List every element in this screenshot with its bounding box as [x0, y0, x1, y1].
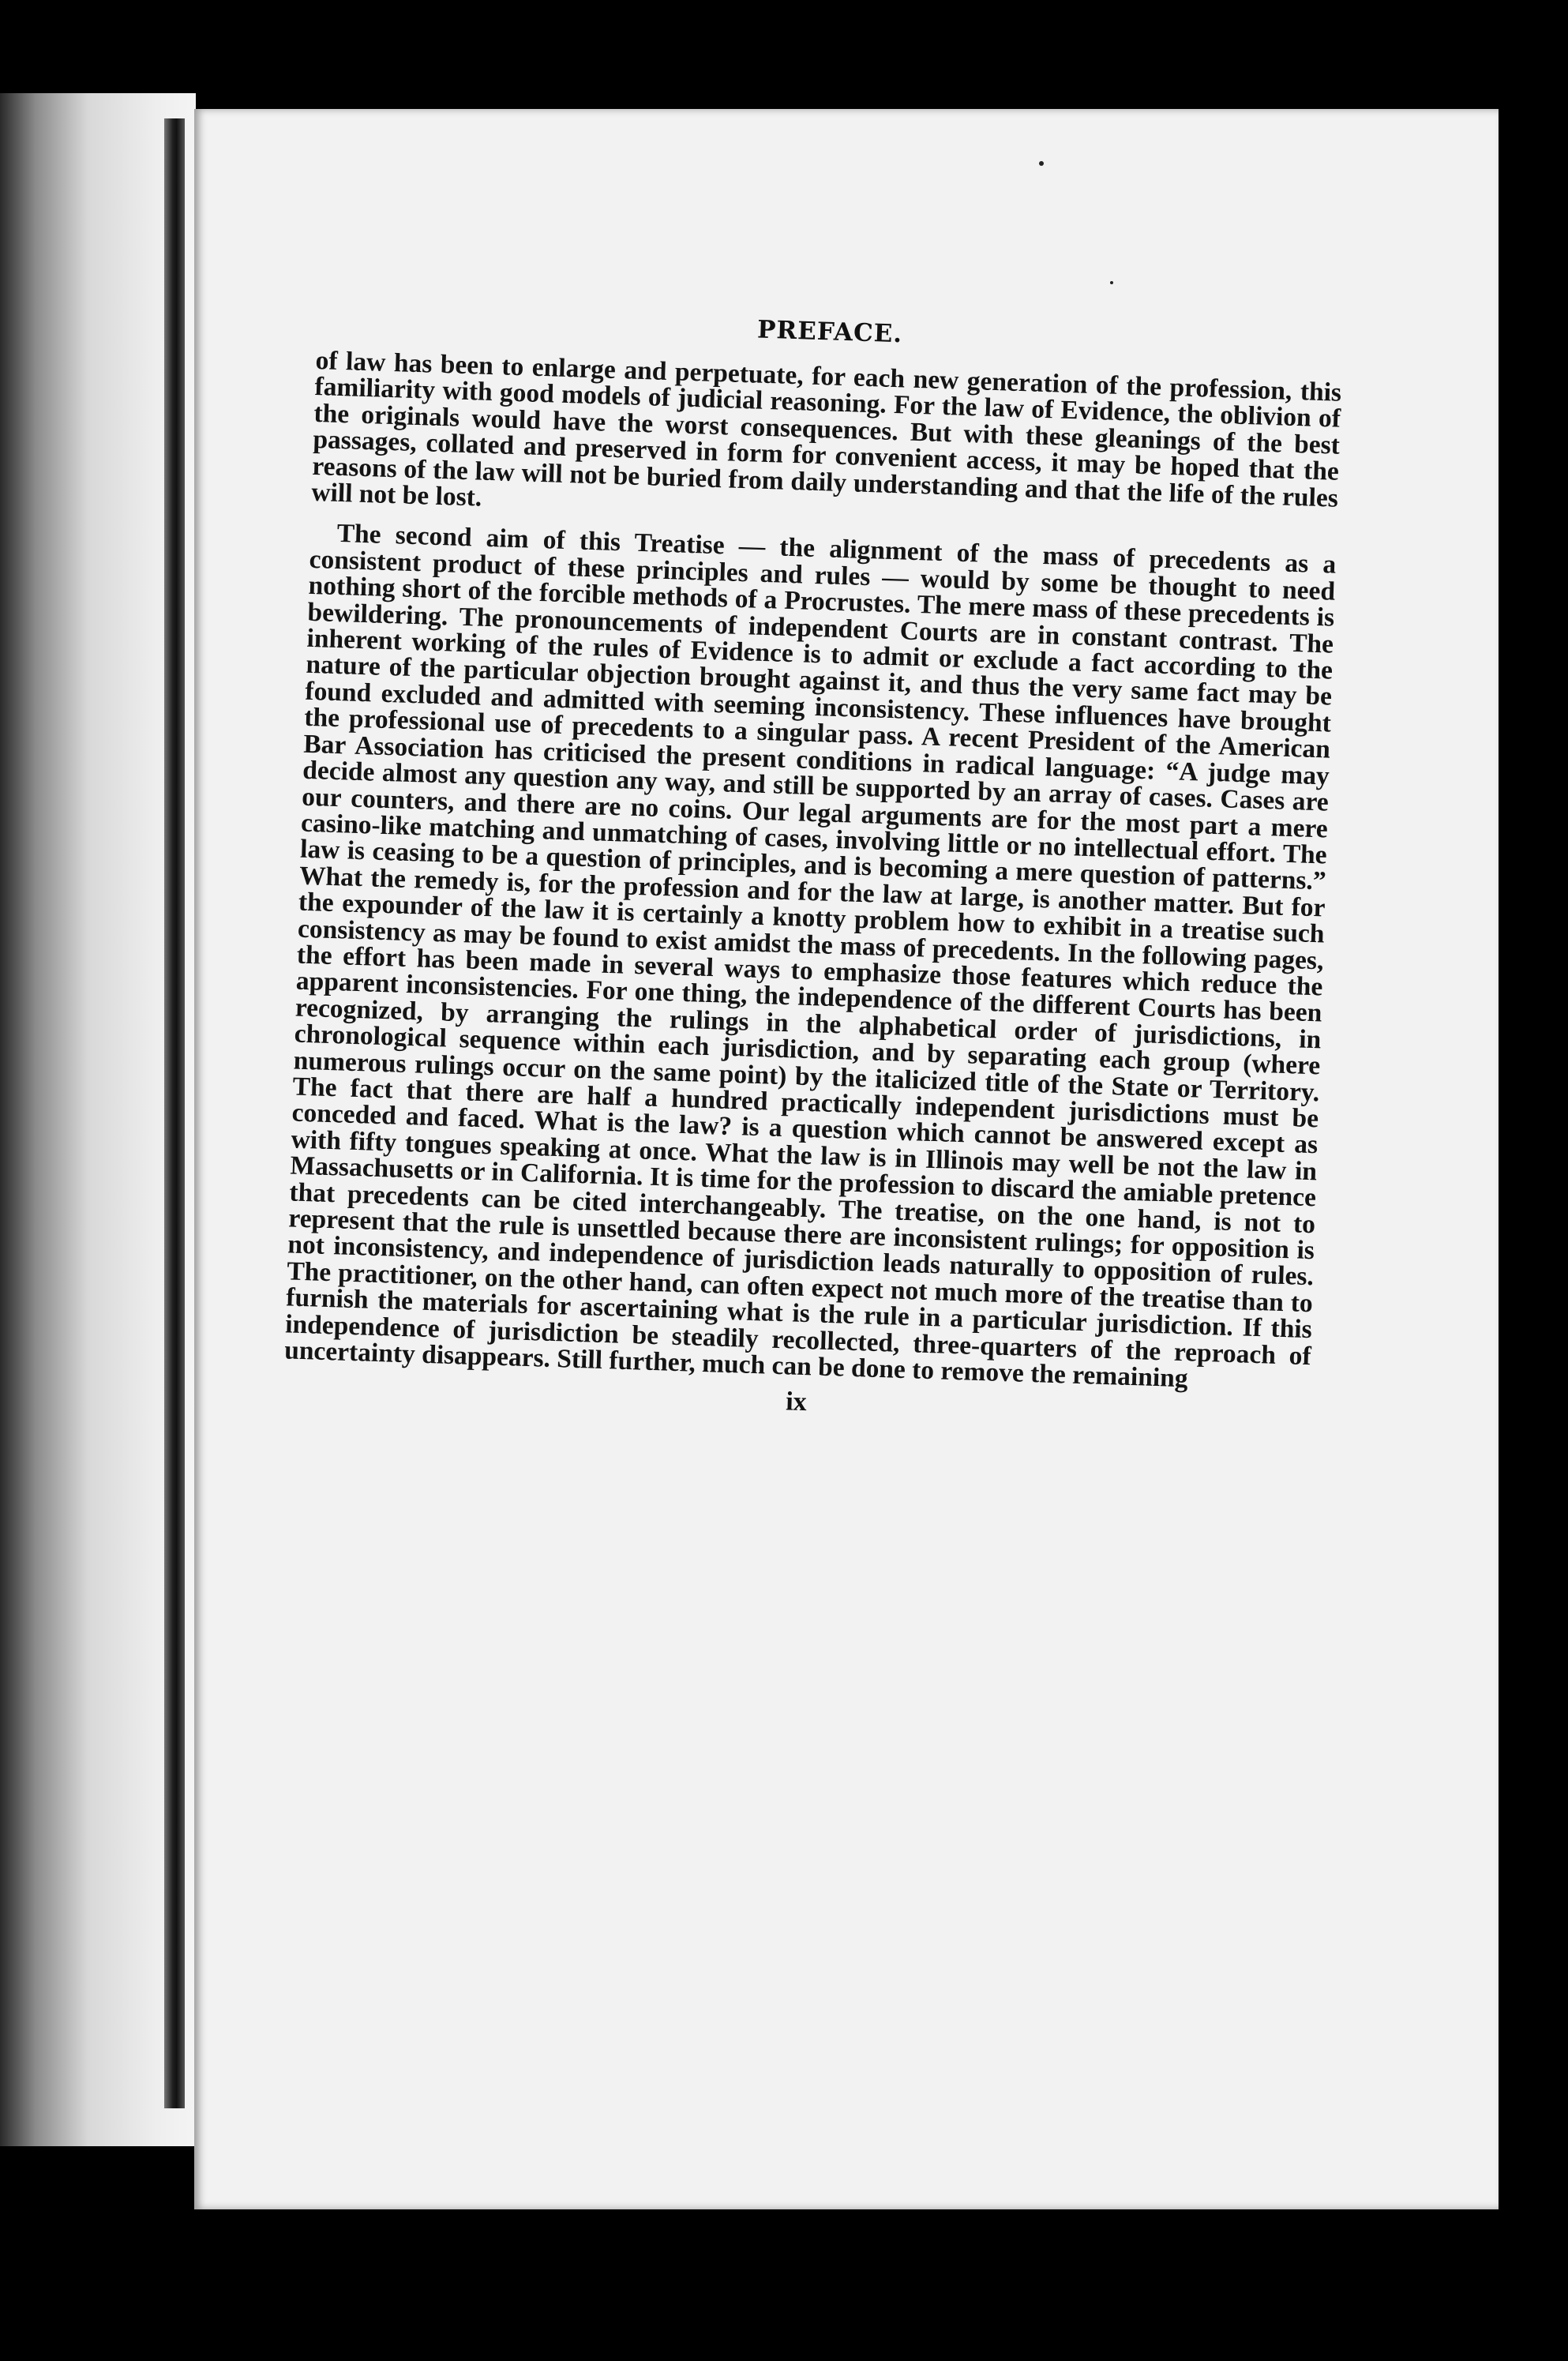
page-content — [283, 302, 1343, 1434]
body-text — [284, 347, 1342, 1396]
paper-speck — [1039, 161, 1044, 166]
book-gutter — [164, 118, 185, 2108]
paragraph-1: of law has been to enlarge and perpetuate, for each new generation of the profession, this familiarity with good models of judicial reasoning. For the law of Evidence, the oblivion of the originals would have the worst consequences. But with these gleanings of the best passages, collated and preserved in form for convenient access, it may be hoped that the reasons of the law will not be buried from daily understanding and that the life of the rules will not be lost. — [310, 345, 1342, 513]
paragraph-2: The second aim of this Treatise — the alignment of the mass of precedents as a consistent product of these principles and rules — would by some be thought to need nothing short of the forcible methods of a Procrustes. The mere mass of these precedents is bewildering. The pronouncements of independent Courts are in constant contrast. The inherent working of the rules of Evidence is to admit or exclude a fact according to the nature of the particular objection brought against it, and thus the very same fact may be found excluded and admitted with seeming inconsistency. These influences have brought the professional use of precedents to a singular pass. A recent President of the American Bar Association has criticised the present conditions in radical language: “A judge may decide almost any question any way, and still be supported by an array of cases. Cases are our counters, and there are no coins. Our legal arguments are for the most part a mere casino-like matching and unmatching of cases, involving little or no intellectual effort. The law is ceasing to be a question of principles, and is becoming a mere question of patterns.” What the remedy is, for the profession and for the law at large, is another matter. But for the expounder of the law it is certainly a knotty problem how to exhibit in a treatise such consistency as may be found to exist amidst the mass of precedents. In the following pages, the effort has been made in several ways to emphasize those features which reduce the apparent inconsistencies. For one thing, the independence of the different Courts has been recognized, by arranging the rulings in the alphabetical order of jurisdictions, in chronological sequence within each jurisdiction, and by separating each group (where numerous rulings occur on the same point) by the italicized title of the State or Territory. The fact that there are half a hundred practically independent jurisdictions must be conceded and faced. What is the law? is a question which cannot be answered except as with fifty tongues speaking at once. What the law is in Illinois may well be not the law in Massachusetts or in California. It is time for the profession to discard the amiable pretence that precedents can be cited interchangeably. The treatise, on the one hand, is not to represent that the rule is unsettled because there are inconsistent rulings; for opposition is not inconsistency, and independence of jurisdiction leads naturally to opposition of rules. The practitioner, on the other hand, can often expect not much more of the treatise than to furnish the materials for ascertaining what is the rule in a particular jurisdiction. If this independence of jurisdiction be steadily recollected, three-quarters of the reproach of uncertainty disappears. Still further, much can be done to remove the remaining — [283, 519, 1337, 1394]
page-number: ix — [785, 1387, 808, 1417]
paper-speck — [1110, 281, 1113, 284]
running-head: PREFACE. — [756, 315, 903, 349]
book-page — [194, 109, 1499, 2209]
